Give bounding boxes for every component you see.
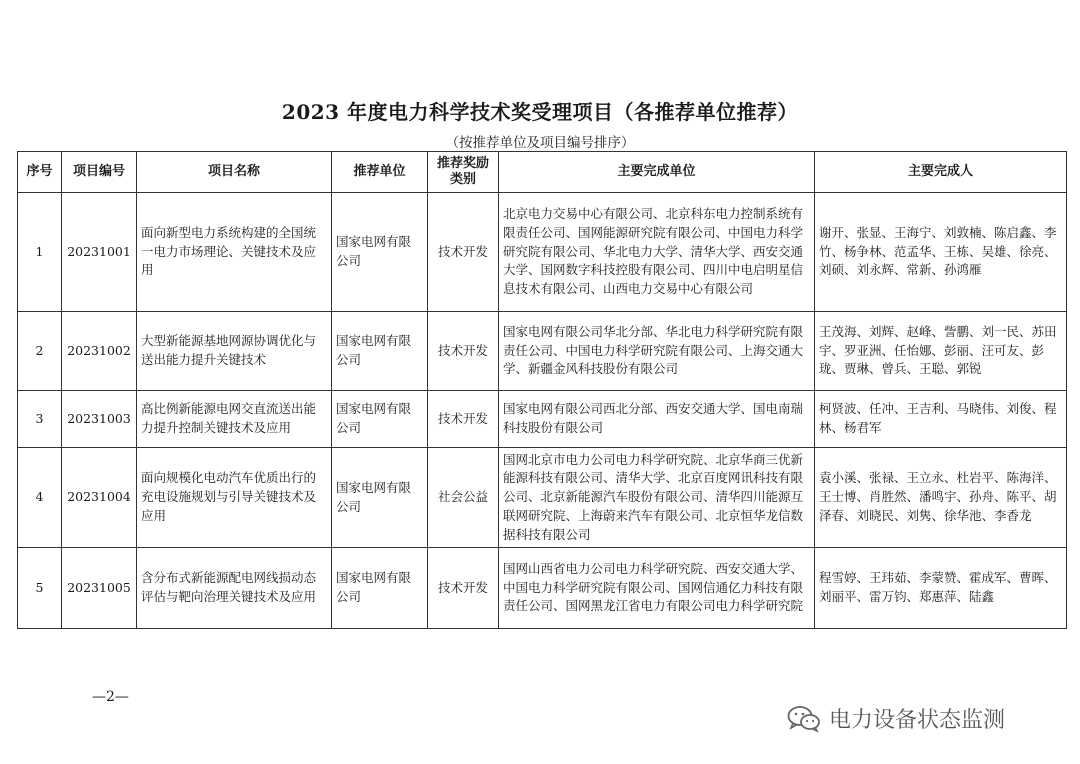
row-people: 谢开、张显、王海宁、刘敦楠、陈启鑫、李竹、杨争林、范孟华、王栋、吴雄、徐亮、刘硕、刘永辉、常新、孙鸿雁 <box>815 193 1067 312</box>
row-units: 国家电网有限公司华北分部、华北电力科学研究院有限责任公司、中国电力科学研究院有限公司、上海交通大学、新疆金风科技股份有限公司 <box>499 312 815 391</box>
row-no: 2 <box>18 312 62 391</box>
row-category: 社会公益 <box>428 448 499 548</box>
row-no: 1 <box>18 193 62 312</box>
row-recommender: 国家电网有限公司 <box>332 312 428 391</box>
row-recommender: 国家电网有限公司 <box>332 193 428 312</box>
row-code: 20231003 <box>62 391 137 448</box>
table-row <box>18 448 1067 548</box>
project-table <box>17 151 1067 629</box>
page-number: —2— <box>92 689 129 705</box>
row-code: 20231002 <box>62 312 137 391</box>
watermark-text: 电力设备状态监测 <box>829 708 1006 733</box>
row-people: 程雪婷、王玮茹、李蒙赞、霍成军、曹晖、刘丽平、雷万钧、郑惠萍、陆鑫 <box>815 548 1067 629</box>
row-recommender: 国家电网有限公司 <box>332 391 428 448</box>
row-units: 北京电力交易中心有限公司、北京科东电力控制系统有限责任公司、国网能源研究院有限公司、中国电力科学研究院有限公司、华北电力大学、清华大学、西安交通大学、国网数字科技控股有限公司、四川中电启明星信息技术有限公司、山西电力交易中心有限公司 <box>499 193 815 312</box>
row-category: 技术开发 <box>428 193 499 312</box>
row-people: 袁小溪、张禄、王立永、杜岩平、陈海洋、王士博、肖胜然、潘鸣宇、孙舟、陈平、胡泽春、刘晓民、刘隽、徐华池、李香龙 <box>815 448 1067 548</box>
row-name: 大型新能源基地网源协调优化与送出能力提升关键技术 <box>137 312 332 391</box>
row-no: 3 <box>18 391 62 448</box>
row-name: 含分布式新能源配电网线损动态评估与靶向治理关键技术及应用 <box>137 548 332 629</box>
row-code: 20231005 <box>62 548 137 629</box>
header-units: 主要完成单位 <box>499 152 815 193</box>
row-name: 面向规模化电动汽车优质出行的充电设施规划与引导关键技术及应用 <box>137 448 332 548</box>
document-subtitle: （按推荐单位及项目编号排序） <box>445 135 635 151</box>
row-units: 国网山西省电力公司电力科学研究院、西安交通大学、中国电力科学研究院有限公司、国网信通亿力科技有限责任公司、国网黑龙江省电力有限公司电力科学研究院 <box>499 548 815 629</box>
header-category: 推荐奖励类别 <box>428 152 499 193</box>
row-recommender: 国家电网有限公司 <box>332 448 428 548</box>
table-row <box>18 312 1067 391</box>
watermark <box>787 703 1005 734</box>
table-row <box>18 548 1067 629</box>
row-people: 王茂海、刘辉、赵峰、訾鹏、刘一民、苏田宇、罗亚洲、任怡娜、彭丽、汪可友、彭珑、贾琳、曾兵、王聪、郭锐 <box>815 312 1067 391</box>
row-name: 高比例新能源电网交直流送出能力提升控制关键技术及应用 <box>137 391 332 448</box>
header-code: 项目编号 <box>62 152 137 193</box>
header-recommender: 推荐单位 <box>332 152 428 193</box>
header-no: 序号 <box>18 152 62 193</box>
header-people: 主要完成人 <box>815 152 1067 193</box>
header-name: 项目名称 <box>137 152 332 193</box>
row-category: 技术开发 <box>428 391 499 448</box>
table-row <box>18 193 1067 312</box>
document-title: 2023 年度电力科学技术奖受理项目（各推荐单位推荐） <box>281 100 799 124</box>
row-no: 5 <box>18 548 62 629</box>
wechat-icon <box>787 705 821 733</box>
row-recommender: 国家电网有限公司 <box>332 548 428 629</box>
row-people: 柯贤波、任冲、王吉利、马晓伟、刘俊、程林、杨君军 <box>815 391 1067 448</box>
row-code: 20231004 <box>62 448 137 548</box>
row-category: 技术开发 <box>428 548 499 629</box>
table-header-row <box>18 152 1067 193</box>
row-code: 20231001 <box>62 193 137 312</box>
row-category: 技术开发 <box>428 312 499 391</box>
row-no: 4 <box>18 448 62 548</box>
row-name: 面向新型电力系统构建的全国统一电力市场理论、关键技术及应用 <box>137 193 332 312</box>
table-row <box>18 391 1067 448</box>
row-units: 国网北京市电力公司电力科学研究院、北京华商三优新能源科技有限公司、清华大学、北京百度网讯科技有限公司、北京新能源汽车股份有限公司、清华四川能源互联网研究院、上海蔚来汽车有限公司、北京恒华龙信数据科技有限公司 <box>499 448 815 548</box>
row-units: 国家电网有限公司西北分部、西安交通大学、国电南瑞科技股份有限公司 <box>499 391 815 448</box>
